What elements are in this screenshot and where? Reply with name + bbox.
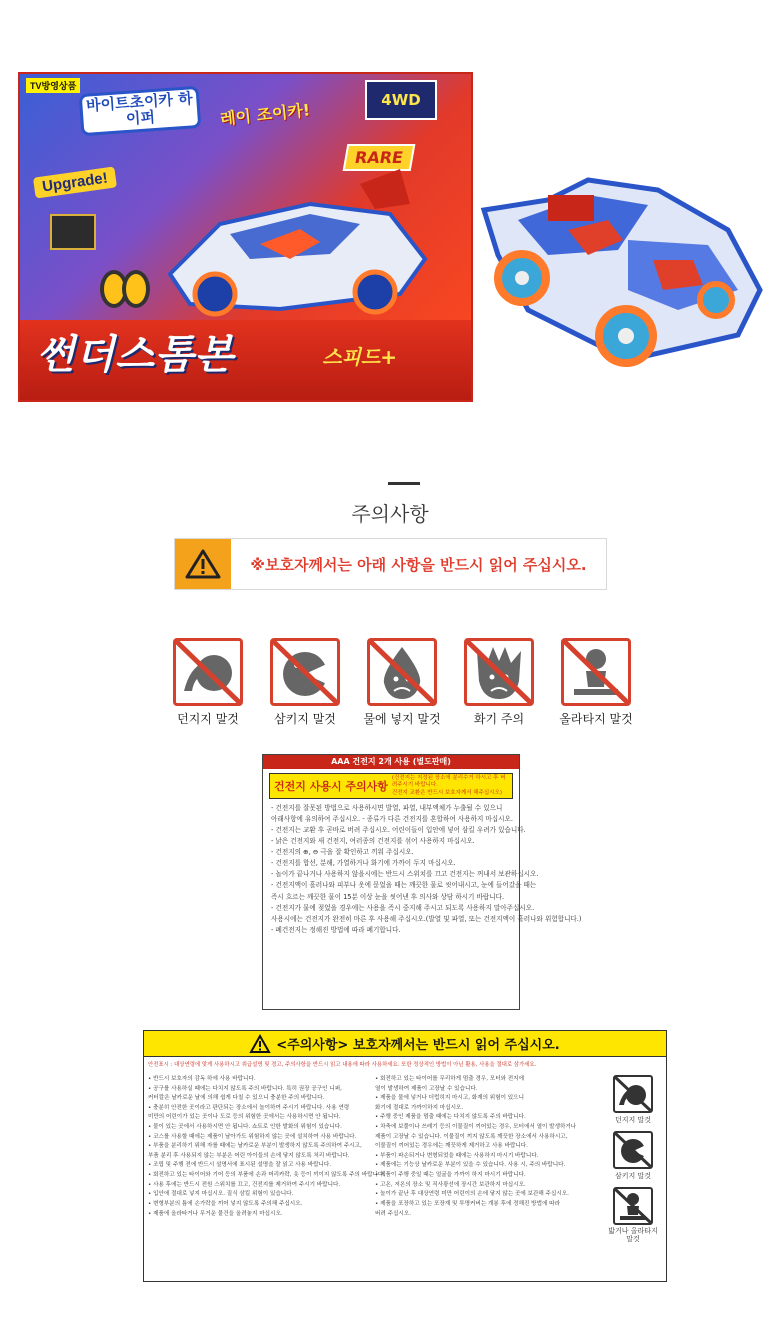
no-swallow-icon <box>270 638 340 706</box>
list-item: 아래사항에 유의하여 주십시오. - 종류가 다른 건전지를 혼합하여 사용하지 마십시오. <box>271 815 513 824</box>
drive-badge: 4WD <box>365 80 437 120</box>
product-hero <box>0 0 780 430</box>
list-item: 커터칼은 날카로운 날에 의해 쉽게 다칠 수 있으니 충분한 주의 바랍니다. <box>148 1095 325 1102</box>
pictogram-label: 던지지 말것 <box>177 712 239 726</box>
side-item-label: 밟거나 올라타지 말것 <box>608 1227 658 1244</box>
battery-note <box>392 775 512 796</box>
list-item: 즉시 흐르는 깨끗한 물이 15분 이상 눈을 씻어낸 후 의사와 상담 하시기 바랍니다. <box>271 892 505 901</box>
battery-header: AAA 건전지 2개 사용 (별도판매) <box>263 755 519 769</box>
list-item: • 충분히 안전한 곳이라고 판단되는 장소에서 놀이하여 주시기 바랍니다. 사용 연령 <box>148 1104 350 1111</box>
list-item: • 놀이가 끝난 후 대상연령 미만 어린이의 손에 닿지 않는 곳에 보관해 주십시오. <box>375 1191 569 1198</box>
no-swallow-icon <box>613 1131 653 1169</box>
list-item: - 건전지가 물에 젖었을 경우에는 사용을 즉시 중지해 주시고 되도록 사용하지 말아주십시오. <box>271 903 535 912</box>
list-item: • 부품을 분리하기 위해 자를 때에는 날카로운 부분이 발생하지 않도록 주의하여 주시고, <box>148 1143 362 1150</box>
motor-icon <box>50 214 96 250</box>
no-water-icon <box>367 638 437 706</box>
battery-list <box>263 801 582 936</box>
list-item: 사용시에는 건전지가 완전히 마른 후 사용해 주십시오.(발열 및 파열, 또는 건전지액이 흘러나와 위험합니다.) <box>271 914 582 923</box>
wheel-icon <box>100 270 150 312</box>
battery-title-bar <box>269 773 513 799</box>
pictogram-no-throw <box>168 638 248 727</box>
warning-triangle-icon <box>250 1035 270 1053</box>
list-item: • 주행 중인 제품을 멈출 때에는 다치지 않도록 주의 바랍니다. <box>375 1114 526 1121</box>
rare-badge: RARE <box>343 144 416 171</box>
list-item: • 회전하고 있는 타이어를 무리하게 멈출 경우, 모터와 전지에 <box>375 1076 524 1082</box>
list-item: • 부품이 파손되거나 변형되었을 때에는 사용하지 마시기 바랍니다. <box>375 1152 539 1159</box>
list-item: 부품 분리 후 사용되지 않는 부분은 어린 아이들의 손에 닿지 않도록 처리 바랍니다. <box>148 1152 350 1159</box>
box-title: 썬더스톰본 <box>36 332 235 378</box>
pictogram-no-ride <box>556 638 636 727</box>
list-item: 제품이 고장날 수 있습니다. 이물질이 끼지 않도록 깨끗한 장소에서 사용하시고, <box>375 1133 568 1140</box>
pictogram-no-swallow <box>265 638 345 727</box>
pictogram-fire-caution <box>459 638 539 727</box>
list-item: • 제품에는 기능상 날카로운 부분이 있을 수 있습니다. 사용 시, 주의 바랍니다. <box>375 1162 566 1169</box>
box-car-illustration <box>160 164 430 324</box>
list-item: • 입안에 절대로 넣지 마십시오. 질식 삼킬 위험이 있습니다. <box>148 1191 294 1198</box>
sheet-left-list <box>148 1075 386 1219</box>
list-item: 버려 주십시오. <box>375 1210 411 1217</box>
list-item: • 회전하고 있는 타이어와 기어 등의 부품에 손과 머리카락, 옷 등이 끼이지 않도록 주의 바랍니다. <box>148 1172 386 1179</box>
battery-note-line: 건전지 교환은 반드시 보호자께서 해주십시오) <box>391 789 503 796</box>
section-divider <box>388 482 420 485</box>
box-slogan: 레이 조이카! <box>219 100 312 129</box>
side-item-label: 삼키지 말것 <box>614 1172 652 1180</box>
sheet-right-list <box>375 1075 598 1219</box>
list-item: • 공구를 사용하실 때에는 다치지 않도록 주의 바랍니다. 특히 권장 공구인 니퍼, <box>148 1085 342 1092</box>
sheet-header: <주의사항> 보호자께서는 반드시 읽어 주십시오. <box>276 1038 560 1053</box>
list-item: 열이 발생하여 제품이 고장날 수 있습니다. <box>375 1085 478 1092</box>
pictogram-label: 물에 넣지 말것 <box>363 712 441 726</box>
sheet-header-bar <box>144 1031 666 1057</box>
no-step-icon <box>613 1187 653 1225</box>
sheet-columns <box>148 1075 598 1219</box>
battery-title: 건전지 사용시 주의사항 <box>274 780 388 793</box>
list-item: • 사용 후에는 반드시 전원 스위치를 끄고, 건전지를 제거하여 주시기 바랍니다. <box>148 1181 341 1188</box>
warning-box <box>175 539 231 589</box>
list-item: • 제품을 물에 넣거나 더럽히지 마시고, 화재의 위험이 있으니 <box>375 1095 524 1102</box>
caution-sheet <box>143 1030 667 1282</box>
list-item: - 건전지를 합선, 분해, 가열하거나 화기에 가까이 두지 마십시오. <box>271 859 456 868</box>
list-item: 화기에 절대로 가까이하지 마십시오. <box>375 1104 464 1111</box>
battery-note-line: (건전지는 지정된 장소에 분리수거 하시고 후 버려주시기 바랍니다. <box>391 775 506 789</box>
side-item-no-step <box>606 1187 660 1244</box>
side-item-label: 던지지 말것 <box>614 1116 652 1124</box>
no-throw-icon <box>173 638 243 706</box>
warning-triangle-icon <box>185 548 221 580</box>
car-product-image <box>478 160 766 380</box>
box-title-suffix: 스피드+ <box>322 345 397 369</box>
battery-caution-panel <box>262 754 582 1010</box>
sheet-intro: 안전표시 : 대상연령에 맞게 사용하시고 취급설명 및 경고, 주의사항을 반드시 읽고 내용에 따라 사용하세요. 또한 정상적인 방법이 아닌 활용, 사용을 절대로 삼가세요. <box>148 1062 537 1068</box>
section-title: 주의사항 <box>351 502 429 526</box>
list-item: • 제품이 주행 중일 때는 얼굴을 가까이 하지 마시기 바랍니다. <box>375 1172 526 1179</box>
product-box-image <box>18 72 473 402</box>
list-item: - 건전지는 교환 후 곧바로 버려 주십시오. 어린이들이 입안에 넣어 삼킬 우려가 있습니다. <box>271 826 526 835</box>
pictogram-label: 올라타지 말것 <box>559 712 633 726</box>
list-item: • 코스를 사용할 때에는 제품이 날아가도 위험하지 않는 곳에 설치하여 사용 바랍니다. <box>148 1133 357 1140</box>
list-item: - 건전지액이 흘러나와 피부나 옷에 묻었을 때는 깨끗한 물로 씻어내시고, 눈에 들어갔을 때는 <box>271 881 537 890</box>
list-item: • 제품을 포장하고 있는 포장재 및 투명커버는 개봉 후에 정해진 방법에 따라 <box>375 1200 560 1207</box>
no-throw-icon <box>613 1075 653 1113</box>
list-item: - 놀이가 끝나거나 사용하지 않을시에는 반드시 스위치를 끄고 건전지는 꺼내서 보관하십시오. <box>271 870 539 879</box>
side-item-no-throw <box>606 1075 660 1125</box>
fire-caution-icon <box>464 638 534 706</box>
list-item: - 폐건전지는 정해진 방법에 따라 폐기합니다. <box>271 925 401 934</box>
list-item: • 차축에 보풀이나 쓰레기 등의 이물질이 끼어있는 경우, 모터에서 열이 발생하거나 <box>375 1124 577 1131</box>
pictogram-label: 화기 주의 <box>473 712 525 726</box>
list-item: - 건전지를 잘못된 방법으로 사용하시면 발열, 파열, 내부액체가 누출될 수 있으니 <box>271 804 503 812</box>
list-item: • 반드시 보호자의 감독 하에 사용 바랍니다. <box>148 1076 256 1082</box>
list-item: 이물질이 끼어있는 경우에는 깨끗하게 제거하고 사용 바랍니다. <box>375 1143 528 1150</box>
side-item-no-swallow <box>606 1131 660 1181</box>
list-item: • 제품에 올라타거나 무거운 물건을 올려놓지 마십시오. <box>148 1210 283 1217</box>
tv-badge: TV방영상품 <box>26 78 80 93</box>
list-item: • 조립 및 주행 전에 반드시 설명서에 표시된 설명을 잘 읽고 사용 바랍니다. <box>148 1162 332 1169</box>
no-ride-icon <box>561 638 631 706</box>
pictogram-no-water <box>362 638 442 727</box>
upgrade-badge: Upgrade! <box>33 166 117 198</box>
notice-text: ※보호자께서는 아래 사항을 반드시 읽어 주십시오. <box>250 555 587 574</box>
list-item: - 건전지의 ⊕, ⊖ 극을 잘 확인하고 끼워 주십시오. <box>271 848 414 857</box>
list-item: • 변형부분의 틈에 손가락을 끼어 넣지 않도록 주의해 주십시오. <box>148 1200 303 1207</box>
brand-logo: 바이트초이카 하이퍼 <box>79 86 202 136</box>
guardian-notice <box>174 538 607 590</box>
list-item: - 낡은 건전지와 새 건전지, 여러종의 건전지를 섞어 사용하지 마십시오. <box>271 837 475 846</box>
pictogram-label: 삼키지 말것 <box>274 712 336 726</box>
list-item: • 고온, 저온의 장소 및 직사광선에 장시간 보관하지 마십시오. <box>375 1181 526 1188</box>
list-item: • 물이 있는 곳에서 사용하시면 안 됩니다. 쇼트로 인한 발화의 위험이 있습니다. <box>148 1124 342 1131</box>
sheet-side-icons <box>606 1075 660 1250</box>
list-item: 미만의 어린이가 있는 곳이나 도로 등의 위험한 곳에서는 사용하시면 안 됩니다. <box>148 1114 341 1121</box>
